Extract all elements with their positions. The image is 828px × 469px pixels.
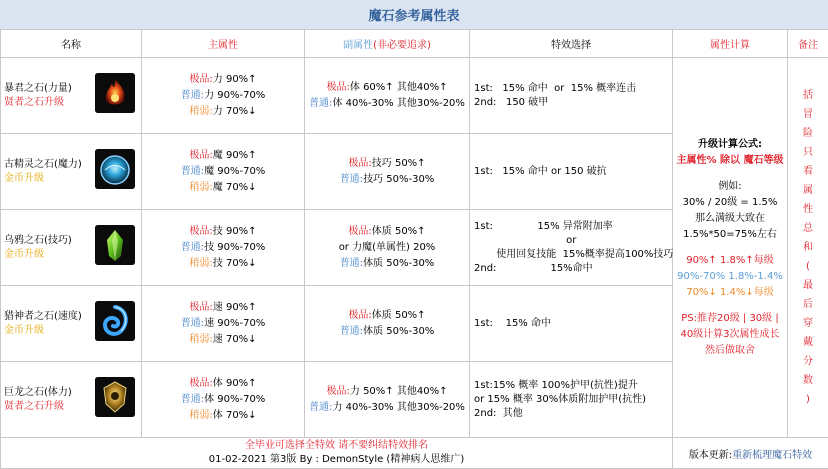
grade-weak-label: 稍弱:: [189, 258, 212, 269]
grade-normal-label: 普通:: [340, 258, 363, 269]
grade-normal-label: 普通:: [181, 90, 204, 101]
table-row: [1, 58, 828, 134]
version-text: 重新梳理魔石特效: [732, 450, 812, 461]
calc-rate-best: 90%↑ 1.8%↑每级: [673, 253, 787, 269]
main-attr-cell: [142, 134, 305, 210]
stone-name: 暴君之石(力量): [4, 82, 72, 96]
footer-row: [1, 438, 828, 469]
stone-source: 金币升级: [4, 172, 82, 186]
footer-line-2: 01-02-2021 第3版 By : DemonStyle (精神病人思维广): [1, 453, 672, 467]
grade-normal-label: 普通:: [181, 242, 204, 253]
effect-cell: 1st:15% 概率 100%护甲(抗性)提升 or 15% 概率 30%体质附加护甲(抗性) 2nd: 其他: [470, 362, 673, 438]
header-sub-note: (非必要追求): [373, 40, 431, 51]
grade-best-label: 极品:: [327, 82, 350, 93]
note-text: 括 冒 险 只 看 属 性 总 和 ( 最 后 穿 戴 分 数 ): [788, 86, 828, 409]
sub-alt: or 力魔(单属性) 20%: [305, 240, 469, 256]
stone-source: 金币升级: [4, 248, 72, 262]
name-cell: [1, 58, 142, 134]
stone-source: 贤者之石升级: [4, 400, 72, 414]
main-weak: 力 70%↓: [213, 106, 257, 117]
name-cell: [1, 362, 142, 438]
main-normal: 力 90%-70%: [204, 90, 265, 101]
name-cell: [1, 134, 142, 210]
grade-weak-label: 稍弱:: [189, 410, 212, 421]
calc-example-3: 1.5%*50=75%左右: [673, 227, 787, 243]
green-crystal-stone-icon: [95, 225, 135, 265]
main-attr-cell: [142, 362, 305, 438]
grade-normal-label: 普通:: [309, 402, 332, 413]
sub-best: 技巧 50%↑: [372, 158, 426, 169]
grade-best-label: 极品:: [348, 226, 371, 237]
footer-main: [1, 438, 673, 469]
header-sub-label: 副属性: [343, 40, 373, 51]
stone-name: 巨龙之石(体力): [4, 386, 72, 400]
stone-name: 古精灵之石(魔力): [4, 158, 82, 172]
blue-orb-stone-icon: [95, 149, 135, 189]
name-cell: [1, 210, 142, 286]
main-attr-cell: [142, 210, 305, 286]
header-sub: [305, 30, 470, 58]
main-best: 技 90%↑: [213, 226, 257, 237]
grade-normal-label: 普通:: [181, 318, 204, 329]
footer-version: [673, 438, 828, 469]
header-row: [1, 30, 828, 58]
main-attr-cell: [142, 286, 305, 362]
sub-best: 体质 50%↑: [372, 310, 426, 321]
calc-ps-3: 然后做取舍: [673, 343, 787, 359]
sub-attr-cell: [305, 362, 470, 438]
calc-ps-1: PS:推荐20级 | 30级 |: [673, 311, 787, 327]
grade-normal-label: 普通:: [181, 394, 204, 405]
sub-normal: 体 40%-30% 其他30%-20%: [332, 98, 464, 109]
stone-source: 贤者之石升级: [4, 96, 72, 110]
grade-weak-label: 稍弱:: [189, 334, 212, 345]
grade-normal-label: 普通:: [181, 166, 204, 177]
sub-attr-cell: [305, 210, 470, 286]
grade-weak-label: 稍弱:: [189, 106, 212, 117]
grade-best-label: 极品:: [348, 158, 371, 169]
grade-weak-label: 稍弱:: [189, 182, 212, 193]
main-normal: 体 90%-70%: [204, 394, 265, 405]
grade-normal-label: 普通:: [309, 98, 332, 109]
sub-normal: 体质 50%-30%: [363, 326, 434, 337]
sub-attr-cell: [305, 134, 470, 210]
sub-attr-cell: [305, 58, 470, 134]
version-prefix: 版本更新:: [689, 450, 732, 461]
sheet-title: 魔石参考属性表: [0, 0, 828, 30]
grade-best-label: 极品:: [189, 378, 212, 389]
grade-normal-label: 普通:: [340, 326, 363, 337]
note-cell: [788, 58, 828, 438]
main-weak: 魔 70%↓: [213, 182, 257, 193]
sub-attr-cell: [305, 286, 470, 362]
grade-normal-label: 普通:: [340, 174, 363, 185]
sub-normal: 力 40%-30% 其他30%-20%: [332, 402, 464, 413]
calc-rate-normal: 90%-70% 1.8%-1.4%: [673, 269, 787, 285]
blue-swirl-stone-icon: [95, 301, 135, 341]
stone-name: 乌鸦之石(技巧): [4, 234, 72, 248]
sub-normal: 体质 50%-30%: [363, 258, 434, 269]
grade-best-label: 极品:: [348, 310, 371, 321]
effect-cell: 1st: 15% 命中 or 150 破抗: [470, 134, 673, 210]
header-note: 备注: [788, 30, 828, 58]
calc-cell: [673, 58, 788, 438]
main-best: 力 90%↑: [213, 74, 257, 85]
calc-heading: 升级计算公式:: [673, 137, 787, 153]
main-normal: 速 90%-70%: [204, 318, 265, 329]
effect-cell: 1st: 15% 命中: [470, 286, 673, 362]
footer-line-1: 全毕业可选择全特效 请不要纠结特效排名: [1, 439, 672, 453]
calc-example-2: 那么满级大致在: [673, 211, 787, 227]
header-main: 主属性: [142, 30, 305, 58]
grade-best-label: 极品:: [189, 150, 212, 161]
header-calc: 属性计算: [673, 30, 788, 58]
main-normal: 魔 90%-70%: [204, 166, 265, 177]
grade-best-label: 极品:: [189, 302, 212, 313]
stone-table: [0, 29, 828, 469]
grade-best-label: 极品:: [189, 226, 212, 237]
effect-cell: 1st: 15% 异常附加率 or 使用回复技能 15%概率提高100%技巧 2nd: 15%命中: [470, 210, 673, 286]
sub-best: 体质 50%↑: [372, 226, 426, 237]
grade-best-label: 极品:: [189, 74, 212, 85]
calc-rate-weak: 70%↓ 1.4%↓每级: [673, 285, 787, 301]
main-weak: 速 70%↓: [213, 334, 257, 345]
main-best: 魔 90%↑: [213, 150, 257, 161]
main-weak: 技 70%↓: [213, 258, 257, 269]
main-attr-cell: [142, 58, 305, 134]
main-best: 体 90%↑: [213, 378, 257, 389]
fire-stone-icon: [95, 73, 135, 113]
main-weak: 体 70%↓: [213, 410, 257, 421]
sub-best: 力 50%↑ 其他40%↑: [350, 386, 448, 397]
stone-name: 猎神者之石(速度): [4, 310, 82, 324]
name-cell: [1, 286, 142, 362]
gold-shield-stone-icon: [95, 377, 135, 417]
main-best: 速 90%↑: [213, 302, 257, 313]
header-effect: 特效选择: [470, 30, 673, 58]
sub-normal: 技巧 50%-30%: [363, 174, 434, 185]
stone-source: 金币升级: [4, 324, 82, 338]
calc-formula: 主属性% 除以 魔石等级: [673, 153, 787, 169]
main-normal: 技 90%-70%: [204, 242, 265, 253]
effect-cell: 1st: 15% 命中 or 15% 概率连击 2nd: 150 破甲: [470, 58, 673, 134]
calc-example-label: 例如:: [673, 179, 787, 195]
calc-ps-2: 40级计算3次属性成长: [673, 327, 787, 343]
sub-best: 体 60%↑ 其他40%↑: [350, 82, 448, 93]
calc-example-1: 30% / 20级 = 1.5%: [673, 195, 787, 211]
grade-best-label: 极品:: [327, 386, 350, 397]
header-name: 名称: [1, 30, 142, 58]
